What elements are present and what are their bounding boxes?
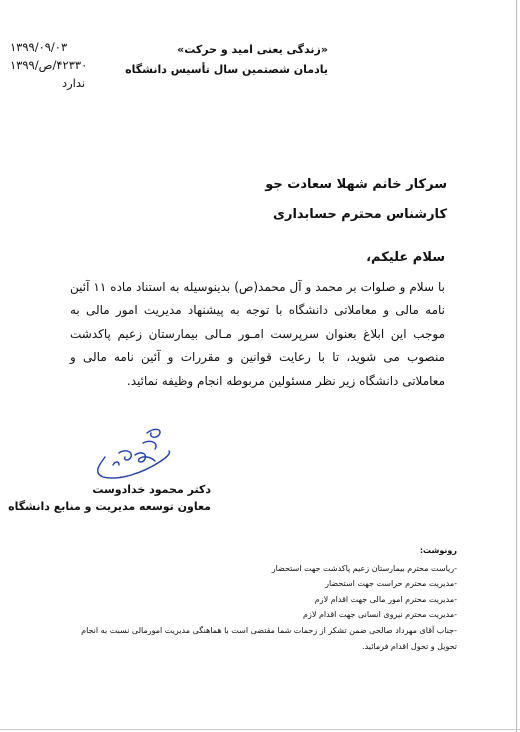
copies-list bbox=[57, 543, 457, 654]
copies-title: رونوشت: bbox=[419, 546, 457, 555]
letter-body: با سلام و صلوات بر محمد و آل محمد(ص) بدینوسیله به استناد ماده ۱۱ آئین نامه مالی و معاملاتی دانشگاه با توجه به پیشنهاد مدیریت امور مالی به موجب این ابلاغ بعنوان سرپرست امـور مـالی بیمارستان زعیم پاکدشت منصوب می شوید، تا با رعایت قوانین و مقررات و آئین نامه مالی و معاملاتی دانشگاه زیر نظر مسئولین مربوطه انجام وظیفه نمائید. bbox=[70, 280, 446, 388]
letter-attachment: ندارد bbox=[62, 76, 86, 90]
letter-meta bbox=[10, 38, 100, 92]
copy-item: -مدیریت محترم امور مالی جهت اقدام لازم bbox=[314, 594, 457, 604]
signer-name: دکتر محمود خدادوست bbox=[92, 483, 211, 496]
addressee-title: کارشناس محترم حسابداری bbox=[273, 207, 447, 222]
letter-date: ۱۳۹۹/۰۹/۰۳ bbox=[10, 40, 68, 54]
signer-block bbox=[8, 481, 211, 515]
copy-item: -ریاست محترم بیمارستان زعیم پاکدشت جهت استحضار bbox=[271, 563, 457, 573]
greeting: سلام علیکم، bbox=[366, 250, 445, 265]
motto-line-2: یادمان شصتمین سال تأسیس دانشگاه bbox=[125, 63, 328, 76]
handwritten-signature bbox=[85, 425, 175, 485]
copy-item: -جناب آقای مهرداد صالحی ضمن تشکر از زحمات شما مقتضی است با هماهنگی مدیریت امورمالی نسبت به انجام bbox=[81, 625, 457, 635]
page-border-right bbox=[516, 0, 517, 732]
motto-line-1: «زندگی یعنی امید و حرکت» bbox=[177, 43, 328, 56]
copy-item: -مدیریت محترم نیروی انسانی جهت اقدام لازم bbox=[303, 610, 457, 620]
page-border-bottom bbox=[0, 729, 520, 730]
signer-title: معاون توسعه مدیریت و منابع دانشگاه bbox=[8, 500, 211, 513]
copy-item: -مدیریت محترم حراست جهت استحضار bbox=[325, 579, 457, 589]
copy-item: تحویل و تحول اقدام فرمائید. bbox=[362, 641, 457, 651]
letter-number: ۴۲۳۳۰/ص/۱۳۹۹ bbox=[10, 58, 88, 72]
letter-motto bbox=[125, 40, 328, 80]
addressee-name: سرکار خانم شهلا سعادت جو bbox=[265, 177, 447, 192]
addressee-block bbox=[265, 170, 447, 230]
